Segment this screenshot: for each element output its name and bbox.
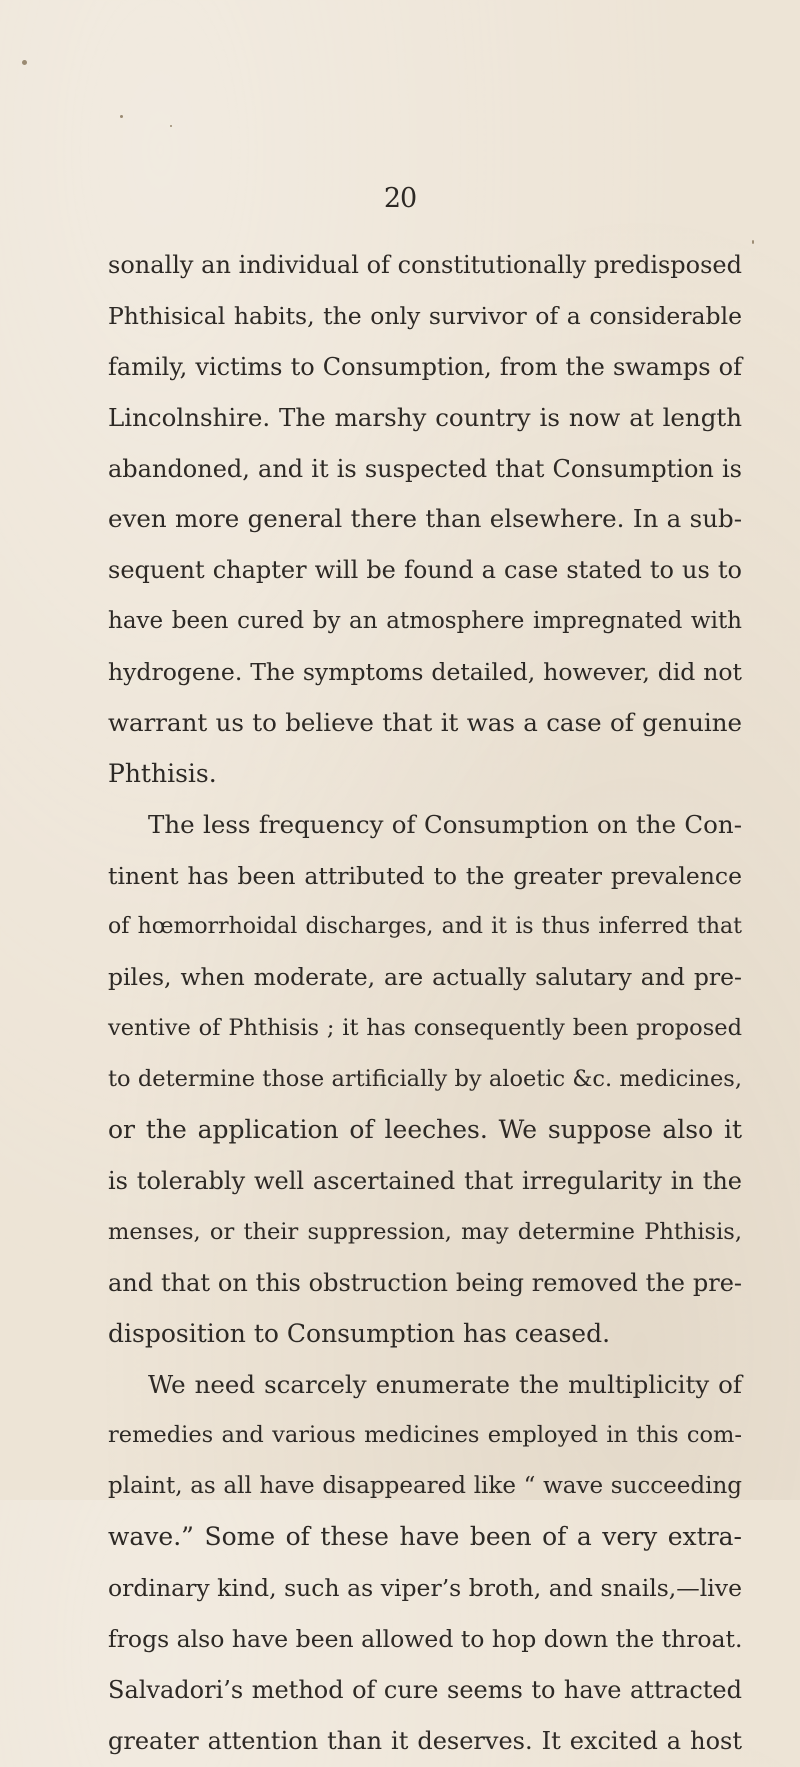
body-text	[108, 240, 742, 1767]
paper-speck	[120, 115, 123, 118]
text-line: to determine those artificially by aloetic &c. medicines,	[108, 1066, 742, 1093]
text-line: or the application of leeches. We suppose also it	[108, 1115, 742, 1145]
text-line: Lincolnshire. The marshy country is now at length	[108, 402, 742, 432]
text-line: is tolerably well ascertained that irregularity in the	[108, 1167, 742, 1196]
text-line: wave.” Some of these have been of a very extra-	[108, 1522, 742, 1552]
text-line: ventive of Phthisis ; it has consequently been proposed	[108, 1015, 742, 1042]
text-line: sonally an individual of constitutionally predisposed	[108, 251, 742, 279]
text-line: Salvadori’s method of cure seems to have attracted	[108, 1675, 742, 1704]
paper-speck	[22, 60, 27, 65]
text-line: greater attention than it deserves. It excited a host	[108, 1726, 742, 1755]
text-line: The less frequency of Consumption on the Con-	[148, 809, 742, 839]
text-line: sequent chapter will be found a case stated to us to	[108, 556, 742, 585]
paper-speck	[752, 240, 754, 244]
text-line: have been cured by an atmosphere impregnated with	[108, 608, 742, 635]
text-line: ordinary kind, such as viper’s broth, and snails,—live	[108, 1574, 742, 1603]
text-line: We need scarcely enumerate the multiplicity of	[148, 1369, 742, 1399]
text-line: tinent has been attributed to the greater prevalence	[108, 861, 742, 890]
text-line: warrant us to believe that it was a case of genuine	[108, 708, 742, 738]
text-line: of hœmorrhoidal discharges, and it is thus inferred that	[108, 913, 742, 939]
text-line: disposition to Consumption has ceased.	[108, 1318, 611, 1348]
text-line: remedies and various medicines employed in this com-	[108, 1422, 742, 1449]
page-number: 20	[383, 183, 417, 214]
text-line: frogs also have been allowed to hop down the throat.	[108, 1625, 743, 1654]
text-line: Phthisical habits, the only survivor of a considerable	[108, 301, 742, 330]
text-line: family, victims to Consumption, from the swamps of	[108, 352, 742, 381]
text-line: Phthisis.	[108, 758, 217, 788]
text-line: and that on this obstruction being removed the pre-	[108, 1268, 742, 1297]
text-line: hydrogene. The symptoms detailed, however, did not	[108, 658, 742, 687]
text-line: piles, when moderate, are actually salutary and pre-	[108, 963, 742, 992]
paper-speck	[170, 125, 172, 127]
text-line: abandoned, and it is suspected that Consumption is	[108, 454, 742, 483]
text-line: menses, or their suppression, may determine Phthisis,	[108, 1218, 742, 1245]
text-line: plaint, as all have disappeared like “ wave succeeding	[108, 1473, 742, 1500]
text-line: even more general there than elsewhere. In a sub-	[108, 504, 742, 534]
